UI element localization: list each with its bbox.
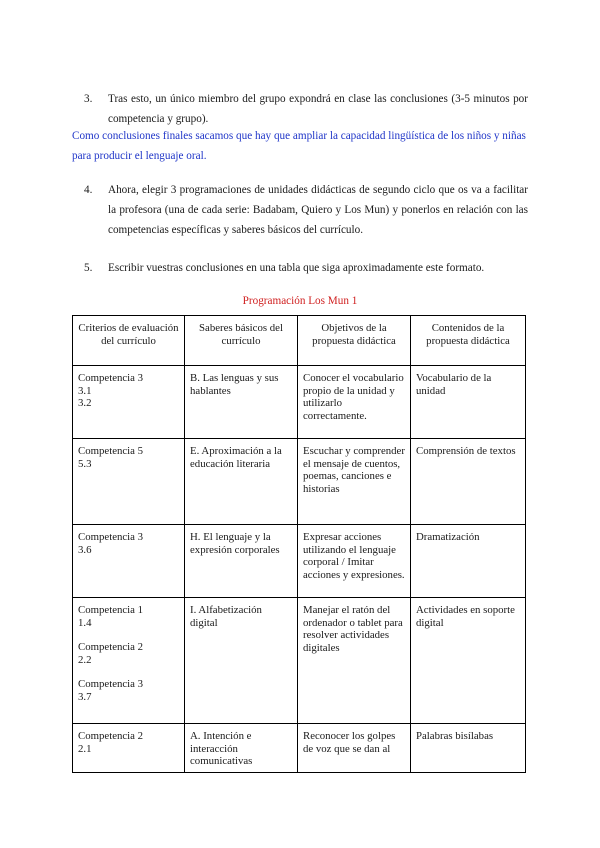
cell-contenidos: Comprensión de textos	[411, 439, 526, 525]
cell-objetivos: Conocer el vocabulario propio de la unidad y utilizarlo correctamente.	[298, 366, 411, 439]
cell-saberes: I. Alfabetización digital	[185, 598, 298, 724]
header-objetivos: Objetivos de la propuesta didáctica	[298, 316, 411, 366]
list-item	[84, 180, 528, 240]
header-saberes: Saberes básicos del currículo	[185, 316, 298, 366]
cell-saberes: H. El lenguaje y la expresión corporales	[185, 525, 298, 598]
list-item	[84, 258, 528, 278]
conclusion-text: Como conclusiones finales sacamos que hay que ampliar la capacidad lingüística de los niños y niñas para producir el lenguaje oral.	[72, 130, 526, 162]
header-contenidos: Contenidos de la propuesta didáctica	[411, 316, 526, 366]
cell-objetivos: Escuchar y comprender el mensaje de cuentos, poemas, canciones e historias	[298, 439, 411, 525]
criteria-line: 1.4	[78, 616, 92, 629]
criteria-line: Competencia 3	[78, 372, 144, 384]
cell-saberes: E. Aproximación a la educación literaria	[185, 439, 298, 525]
cell-objetivos: Manejar el ratón del ordenador o tablet para resolver actividades digitales	[298, 598, 411, 724]
cell-contenidos: Palabras bisílabas	[411, 724, 526, 773]
criteria-line: Competencia 2	[78, 730, 144, 742]
cell-criterios	[73, 366, 185, 439]
cell-objetivos: Expresar acciones utilizando el lenguaje corporal / Imitar acciones y expresiones.	[298, 525, 411, 598]
list-number: 5.	[84, 262, 93, 274]
criteria-line: Competencia 3	[78, 531, 144, 543]
cell-saberes: B. Las lenguas y sus hablantes	[185, 366, 298, 439]
header-criterios: Criterios de evaluación del currículo	[73, 316, 185, 366]
cell-contenidos: Vocabulario de la unidad	[411, 366, 526, 439]
table-row	[73, 366, 526, 439]
list-number: 4.	[84, 184, 93, 196]
criteria-line: 3.2	[78, 397, 92, 409]
criteria-line: Competencia 1	[78, 604, 144, 616]
criteria-line: 5.3	[78, 457, 92, 470]
criteria-line: 3.1	[78, 384, 92, 397]
list-text: Ahora, elegir 3 programaciones de unidades didácticas de segundo ciclo que os va a facilitar la profesora (una de cada serie: Badabam, Quiero y Los Mun) y ponerlos en relación con las competencias específicas y saberes básicos del currículo.	[108, 184, 528, 236]
table-header-row	[73, 316, 526, 366]
cell-criterios	[73, 525, 185, 598]
table-row	[73, 525, 526, 598]
table-caption: Programación Los Mun 1	[242, 295, 358, 307]
table-row	[73, 724, 526, 773]
criteria-line: Competencia 2	[78, 641, 144, 653]
cell-criterios	[73, 724, 185, 773]
table-row	[73, 598, 526, 724]
list-item	[84, 89, 528, 129]
cell-objetivos: Reconocer los golpes de voz que se dan al	[298, 724, 411, 773]
programacion-table	[72, 315, 526, 773]
cell-contenidos: Dramatización	[411, 525, 526, 598]
criteria-line: 3.6	[78, 543, 92, 556]
criteria-line: 2.1	[78, 742, 92, 755]
cell-saberes: A. Intención e interacción comunicativas	[185, 724, 298, 773]
criteria-line: 2.2	[78, 653, 92, 666]
list-text: Tras esto, un único miembro del grupo expondrá en clase las conclusiones (3-5 minutos por competencia y grupo).	[108, 93, 528, 125]
criteria-line: 3.7	[78, 690, 92, 703]
cell-contenidos: Actividades en soporte digital	[411, 598, 526, 724]
cell-criterios	[73, 439, 185, 525]
cell-criterios	[73, 598, 185, 724]
criteria-line: Competencia 5	[78, 445, 144, 457]
list-text: Escribir vuestras conclusiones en una tabla que siga aproximadamente este formato.	[108, 262, 485, 274]
table-row	[73, 439, 526, 525]
criteria-line: Competencia 3	[78, 678, 144, 690]
list-number: 3.	[84, 93, 93, 105]
